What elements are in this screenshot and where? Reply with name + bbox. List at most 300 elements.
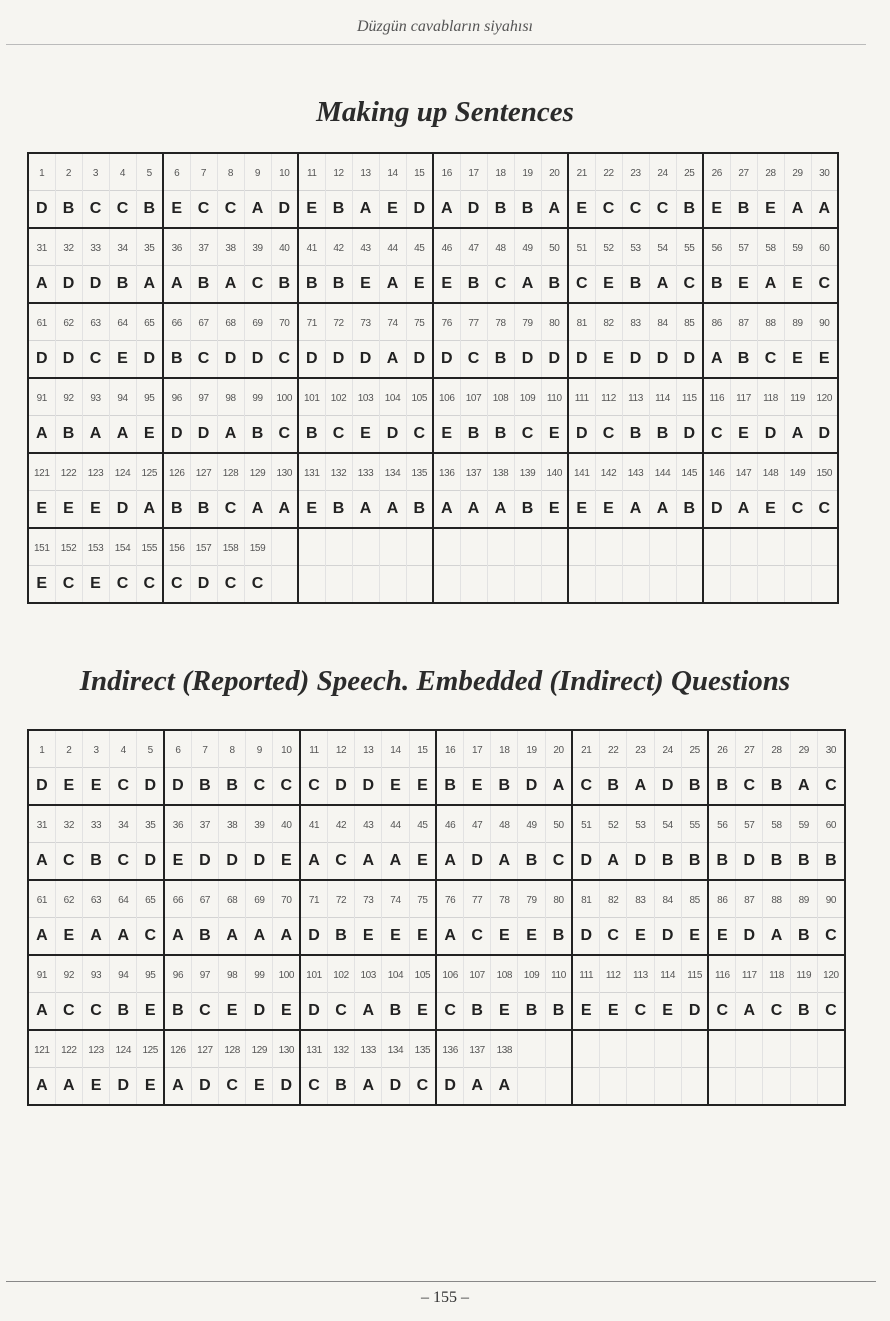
question-number: 72 (335, 895, 347, 906)
question-number: 100 (278, 970, 295, 981)
question-number: 12 (335, 745, 347, 756)
answer-letter: C (226, 1077, 238, 1094)
answer-letter: D (521, 350, 534, 367)
answer-letter: E (662, 1002, 673, 1019)
answer-letter: C (63, 852, 75, 869)
question-number: 110 (546, 393, 562, 404)
question-number: 47 (468, 243, 479, 254)
question-number: 11 (306, 168, 317, 179)
question-number: 45 (417, 820, 428, 831)
question-number: 15 (414, 168, 425, 179)
answer-letter: E (738, 425, 749, 442)
question-number: 38 (225, 243, 236, 254)
answer-letter: A (607, 852, 619, 869)
question-number: 140 (546, 468, 562, 479)
answer-letter: A (386, 500, 399, 517)
answer-letter: E (171, 200, 183, 217)
answer-letter: B (199, 927, 211, 944)
question-number: 1 (39, 168, 45, 179)
answer-letter: B (716, 777, 729, 794)
question-number: 98 (225, 393, 236, 404)
question-number: 4 (120, 745, 126, 756)
answer-letter: E (548, 500, 560, 517)
question-number: 121 (34, 1045, 50, 1056)
question-number: 34 (117, 243, 128, 254)
question-number: 8 (227, 168, 234, 179)
answer-letter: B (332, 200, 345, 217)
question-number: 123 (87, 468, 104, 479)
answer-letter: D (359, 350, 372, 367)
answer-letter: A (143, 500, 156, 517)
answer-letter: E (576, 200, 588, 217)
question-number: 23 (635, 745, 646, 756)
answer-letter: E (144, 1002, 156, 1019)
question-number: 129 (249, 468, 266, 479)
answer-letter: C (197, 350, 210, 367)
answer-letter: C (580, 777, 593, 794)
answer-letter: A (35, 425, 48, 442)
answer-letter: A (440, 500, 453, 517)
question-number: 14 (387, 168, 398, 179)
answer-letter: B (413, 500, 426, 517)
answer-letter: C (416, 1077, 429, 1094)
question-number: 31 (36, 820, 48, 831)
question-number: 38 (226, 820, 238, 831)
question-number: 123 (88, 1045, 104, 1056)
question-number: 30 (825, 745, 837, 756)
answer-letter: E (117, 350, 128, 367)
answer-row (28, 993, 845, 1031)
answer-letter: A (770, 927, 783, 944)
answer-letter: D (305, 350, 318, 367)
question-number: 76 (444, 895, 456, 906)
answer-letter: D (199, 852, 211, 869)
answer-letter: D (629, 350, 642, 367)
answer-letter: A (521, 275, 534, 292)
answer-letter: E (172, 852, 184, 869)
answer-letter: A (389, 852, 402, 869)
answer-letter: D (413, 350, 426, 367)
question-number: 80 (553, 895, 564, 906)
answer-row (28, 918, 845, 956)
answer-letter: B (90, 852, 102, 869)
answer-letter: D (683, 350, 696, 367)
question-number: 155 (141, 543, 157, 554)
question-number: 60 (825, 820, 837, 831)
question-number: 73 (363, 895, 374, 906)
question-number: 24 (657, 168, 668, 179)
question-number: 136 (439, 468, 455, 479)
question-number: 141 (574, 468, 590, 479)
answer-letter: D (278, 200, 291, 217)
answer-letter: B (770, 852, 783, 869)
question-number: 111 (574, 393, 589, 404)
answer-letter: A (440, 200, 453, 217)
answer-letter: E (63, 777, 75, 794)
answer-key-grid (27, 152, 839, 604)
question-number: 65 (144, 318, 155, 329)
answer-letter: C (251, 275, 264, 292)
answer-letter: C (710, 425, 723, 442)
answer-letter: C (825, 777, 837, 794)
answer-letter: D (580, 852, 593, 869)
answer-letter: B (305, 425, 318, 442)
question-number: 114 (660, 970, 676, 981)
question-number: 36 (172, 820, 184, 831)
question-number: 61 (36, 318, 47, 329)
question-number: 82 (608, 895, 619, 906)
answer-letter: C (332, 425, 345, 442)
question-number: 89 (798, 895, 809, 906)
question-number: 147 (735, 468, 752, 479)
question-number: 104 (387, 970, 404, 981)
question-number-row (28, 528, 838, 566)
answer-letter: B (521, 200, 534, 217)
answer-letter: D (170, 425, 183, 442)
answer-letter: D (335, 777, 347, 794)
question-number: 55 (684, 243, 695, 254)
answer-letter: E (689, 927, 700, 944)
question-number-row (28, 730, 845, 768)
answer-letter: A (743, 1002, 756, 1019)
answer-letter: C (607, 927, 619, 944)
question-number: 119 (796, 970, 812, 981)
answer-letter: D (226, 852, 238, 869)
question-number: 44 (390, 820, 401, 831)
header-rule (6, 44, 866, 45)
answer-letter: C (63, 1002, 75, 1019)
answer-letter: E (716, 927, 728, 944)
answer-letter: A (143, 275, 156, 292)
question-number: 22 (603, 168, 614, 179)
answer-letter: B (716, 852, 729, 869)
question-number: 62 (63, 318, 74, 329)
answer-letter: C (552, 852, 565, 869)
answer-letter: D (634, 852, 647, 869)
question-number: 111 (579, 970, 594, 981)
question-number: 101 (306, 970, 322, 981)
question-number: 35 (145, 820, 156, 831)
question-number: 51 (576, 243, 587, 254)
answer-letter: C (224, 575, 237, 592)
question-number: 82 (603, 318, 614, 329)
question-number: 67 (199, 895, 211, 906)
answer-letter: A (36, 1002, 48, 1019)
answer-letter: A (710, 350, 723, 367)
question-number: 11 (309, 745, 319, 756)
question-number: 87 (738, 318, 749, 329)
question-number: 152 (60, 543, 77, 554)
answer-letter: E (144, 1077, 156, 1094)
answer-letter: A (791, 200, 804, 217)
answer-letter: E (792, 350, 803, 367)
answer-letter: A (634, 777, 647, 794)
question-number: 113 (628, 393, 643, 404)
question-number: 33 (90, 243, 101, 254)
question-number: 13 (363, 745, 374, 756)
answer-letter: B (467, 275, 480, 292)
question-number: 45 (414, 243, 425, 254)
question-number: 104 (384, 393, 401, 404)
answer-letter: B (552, 927, 565, 944)
answer-letter: C (335, 852, 347, 869)
question-number: 102 (333, 970, 349, 981)
question-number: 69 (252, 318, 263, 329)
answer-letter: C (494, 275, 507, 292)
question-number-row (28, 153, 838, 191)
question-number: 145 (681, 468, 697, 479)
question-number: 105 (414, 970, 431, 981)
answer-letter: B (444, 777, 456, 794)
question-number: 107 (469, 970, 485, 981)
answer-letter: A (386, 350, 399, 367)
answer-letter: D (386, 425, 399, 442)
question-number: 9 (254, 168, 261, 179)
question-number: 107 (465, 393, 482, 404)
answer-letter: D (144, 852, 157, 869)
question-number: 94 (118, 970, 129, 981)
question-number: 66 (171, 318, 182, 329)
answer-letter: B (521, 500, 534, 517)
answer-letter: B (770, 777, 783, 794)
answer-letter: D (661, 777, 674, 794)
question-number: 86 (717, 895, 728, 906)
answer-letter: D (197, 425, 210, 442)
answer-letter: E (417, 852, 428, 869)
answer-letter: D (332, 350, 345, 367)
answer-letter: E (390, 777, 401, 794)
answer-letter: B (332, 275, 345, 292)
answer-letter: B (143, 200, 156, 217)
answer-letter: E (90, 575, 101, 592)
question-number: 99 (254, 970, 265, 981)
answer-letter: A (35, 275, 48, 292)
question-number: 95 (144, 393, 155, 404)
answer-letter: A (471, 1077, 483, 1094)
question-number: 56 (711, 243, 722, 254)
question-number: 19 (522, 168, 533, 179)
answer-letter: B (797, 852, 810, 869)
answer-letter: E (413, 275, 425, 292)
answer-letter: A (818, 200, 831, 217)
answer-letter: D (251, 350, 264, 367)
question-number: 25 (684, 168, 695, 179)
question-number: 110 (551, 970, 566, 981)
answer-letter: A (791, 425, 804, 442)
question-number: 21 (581, 745, 592, 756)
question-number: 13 (360, 168, 371, 179)
question-number: 59 (798, 820, 809, 831)
answer-letter: E (417, 777, 428, 794)
answer-letter: B (607, 777, 619, 794)
answer-letter: B (62, 200, 75, 217)
question-number: 138 (496, 1045, 513, 1056)
question-number: 31 (36, 243, 47, 254)
answer-letter: A (359, 200, 372, 217)
question-number: 90 (825, 895, 837, 906)
question-number: 46 (441, 243, 452, 254)
question-number: 37 (199, 820, 211, 831)
question-number: 59 (792, 243, 803, 254)
question-number: 84 (662, 895, 673, 906)
answer-letter: B (548, 275, 561, 292)
answer-letter: E (441, 425, 453, 442)
question-number: 134 (387, 1045, 404, 1056)
question-number: 153 (87, 543, 104, 554)
answer-letter: D (575, 425, 588, 442)
question-number: 20 (549, 168, 560, 179)
answer-letter: A (36, 852, 48, 869)
question-number: 97 (199, 970, 211, 981)
answer-letter: D (35, 200, 48, 217)
answer-letter: C (521, 425, 534, 442)
answer-letter: B (199, 777, 211, 794)
answer-key-grid (27, 729, 846, 1106)
question-number: 56 (717, 820, 728, 831)
answer-letter: B (710, 275, 723, 292)
answer-letter: A (494, 500, 507, 517)
question-number: 134 (384, 468, 401, 479)
answer-row (28, 566, 838, 604)
question-number: 133 (360, 1045, 376, 1056)
answer-letter: D (117, 1077, 130, 1094)
question-number: 97 (198, 393, 209, 404)
question-number: 4 (119, 168, 126, 179)
answer-letter: B (494, 425, 507, 442)
question-number: 127 (197, 1045, 213, 1056)
question-number: 137 (469, 1045, 485, 1056)
answer-letter: D (575, 350, 588, 367)
question-number: 67 (198, 318, 209, 329)
answer-letter: C (602, 425, 615, 442)
answer-letter: C (89, 350, 102, 367)
answer-letter: A (629, 500, 642, 517)
question-number: 19 (526, 745, 537, 756)
question-number: 93 (90, 970, 102, 981)
answer-letter: D (743, 927, 756, 944)
question-number: 32 (63, 820, 74, 831)
question-number: 136 (442, 1045, 458, 1056)
answer-letter: E (387, 200, 398, 217)
question-number: 3 (92, 168, 99, 179)
question-number: 100 (276, 393, 292, 404)
answer-letter: C (224, 200, 237, 217)
answer-letter: B (629, 425, 642, 442)
answer-letter: C (170, 575, 183, 592)
question-number: 27 (738, 168, 749, 179)
question-number: 106 (439, 393, 455, 404)
question-number: 120 (823, 970, 839, 981)
answer-letter: A (444, 852, 456, 869)
answer-letter: E (390, 927, 401, 944)
question-number: 116 (714, 970, 730, 981)
question-number: 139 (519, 468, 536, 479)
question-number-row (28, 228, 838, 266)
question-number: 95 (145, 970, 156, 981)
answer-letter: B (197, 275, 210, 292)
question-number: 63 (90, 318, 101, 329)
question-number: 41 (308, 820, 320, 831)
answer-letter: C (62, 575, 75, 592)
answer-letter: A (737, 500, 750, 517)
answer-letter: D (224, 350, 237, 367)
question-number: 5 (146, 168, 152, 179)
question-number: 7 (200, 168, 207, 179)
answer-letter: A (308, 852, 320, 869)
answer-letter: C (199, 1002, 211, 1019)
answer-letter: D (35, 350, 48, 367)
answer-letter: B (494, 350, 507, 367)
question-number: 84 (657, 318, 668, 329)
question-number: 109 (523, 970, 540, 981)
answer-letter: E (580, 1002, 592, 1019)
answer-letter: E (603, 500, 614, 517)
answer-letter: C (444, 1002, 456, 1019)
answer-letter: D (548, 350, 561, 367)
answer-letter: D (62, 350, 75, 367)
question-number: 116 (709, 393, 725, 404)
question-number: 122 (60, 468, 77, 479)
answer-letter: A (36, 927, 48, 944)
answer-letter: C (90, 1002, 102, 1019)
question-number: 151 (34, 543, 50, 554)
answer-letter: A (253, 927, 266, 944)
answer-row (28, 266, 838, 304)
answer-letter: E (362, 927, 374, 944)
question-number: 90 (819, 318, 830, 329)
answer-letter: A (552, 777, 565, 794)
question-number: 138 (492, 468, 509, 479)
answer-letter: D (743, 852, 756, 869)
question-number: 62 (63, 895, 74, 906)
answer-letter: D (253, 1002, 266, 1019)
question-number: 20 (553, 745, 564, 756)
answer-letter: A (117, 927, 130, 944)
question-number: 125 (141, 468, 157, 479)
answer-letter: B (688, 852, 701, 869)
answer-letter: B (170, 500, 183, 517)
question-number: 81 (576, 318, 587, 329)
answer-letter: A (116, 425, 129, 442)
answer-letter: C (116, 200, 129, 217)
answer-letter: A (224, 275, 237, 292)
running-head: Düzgün cavabların siyahısı (357, 18, 533, 35)
question-number: 6 (174, 168, 180, 179)
question-number: 2 (66, 745, 72, 756)
question-number: 118 (769, 970, 784, 981)
question-number: 109 (519, 393, 536, 404)
answer-letter: C (251, 575, 264, 592)
question-number: 42 (335, 820, 347, 831)
answer-letter: E (765, 500, 776, 517)
answer-letter: E (711, 200, 723, 217)
answer-letter: E (635, 927, 646, 944)
question-number: 87 (744, 895, 755, 906)
question-number: 5 (147, 745, 153, 756)
question-number-row (28, 303, 838, 341)
answer-letter: D (308, 927, 320, 944)
answer-letter: B (498, 777, 511, 794)
question-number: 137 (465, 468, 482, 479)
answer-letter: A (362, 1077, 375, 1094)
question-number: 148 (762, 468, 779, 479)
answer-letter: E (603, 350, 614, 367)
question-number: 73 (360, 318, 371, 329)
question-number: 118 (763, 393, 778, 404)
question-number: 93 (90, 393, 101, 404)
question-number: 92 (63, 970, 74, 981)
answer-letter: A (278, 500, 291, 517)
